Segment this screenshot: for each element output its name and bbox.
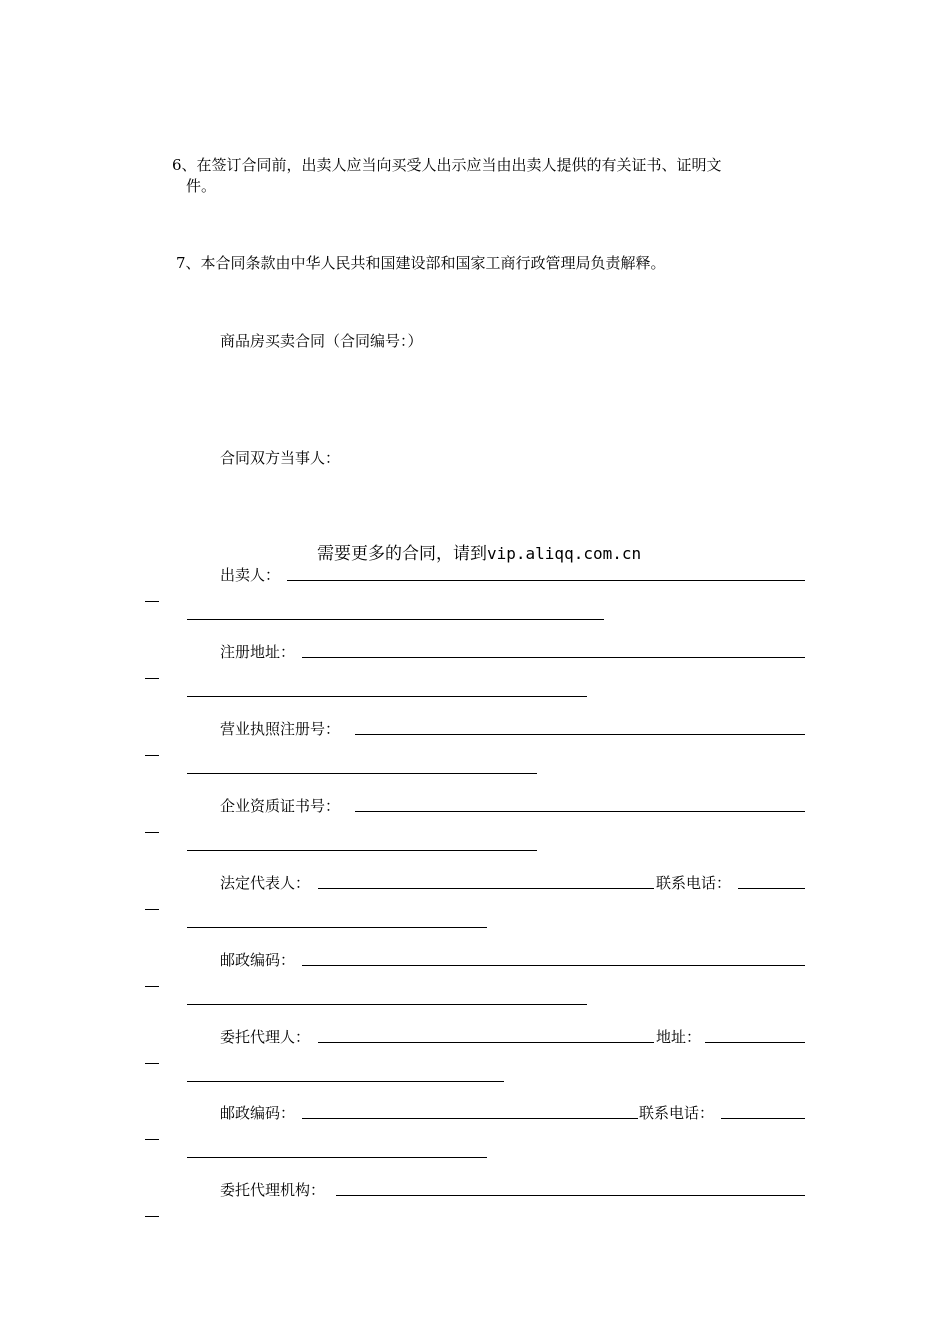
postcode2-blank[interactable] — [302, 1118, 638, 1119]
postcode1-blank[interactable] — [302, 965, 805, 966]
license-no-blank[interactable] — [355, 734, 805, 735]
legal-rep-phone-blank[interactable] — [738, 888, 805, 889]
license-no-label: 营业执照注册号： — [220, 720, 341, 738]
line-dash — [145, 909, 159, 910]
clause-6-line-1: 6、在签订合同前，出卖人应当向买受人出示应当由出卖人提供的有关证书、证明文 — [172, 156, 722, 174]
agent-address-blank[interactable] — [705, 1042, 805, 1043]
seller-blank-cont[interactable] — [187, 619, 604, 620]
agent-phone-blank[interactable] — [721, 1118, 805, 1119]
line-dash — [145, 601, 159, 602]
legal-rep-blank-cont[interactable] — [187, 927, 487, 928]
qualification-no-label: 企业资质证书号： — [220, 797, 341, 815]
postcode2-blank-cont[interactable] — [187, 1157, 487, 1158]
postcode2-label: 邮政编码： — [220, 1104, 296, 1122]
agency-blank[interactable] — [336, 1195, 805, 1196]
postcode1-blank-cont[interactable] — [187, 1004, 587, 1005]
reg-address-label: 注册地址： — [220, 643, 296, 661]
watermark-text: 需要更多的合同，请到 — [317, 544, 487, 564]
line-dash — [145, 986, 159, 987]
clause-7: 7、本合同条款由中华人民共和国建设部和国家工商行政管理局负责解释。 — [176, 254, 666, 272]
agency-label: 委托代理机构： — [220, 1181, 326, 1199]
seller-label: 出卖人： — [220, 566, 281, 584]
agent-blank-cont[interactable] — [187, 1081, 504, 1082]
license-no-blank-cont[interactable] — [187, 773, 537, 774]
qualification-no-blank[interactable] — [355, 811, 805, 812]
contract-title: 商品房买卖合同（合同编号：） — [220, 332, 423, 350]
line-dash — [145, 832, 159, 833]
postcode1-label: 邮政编码： — [220, 951, 296, 969]
legal-rep-phone-label: 联系电话： — [656, 874, 732, 892]
line-dash — [145, 1063, 159, 1064]
clause-6-line-2: 件。 — [186, 177, 217, 195]
line-dash — [145, 1139, 159, 1140]
line-dash — [145, 678, 159, 679]
watermark-url[interactable]: vip.aliqq.com.cn — [487, 544, 642, 563]
legal-rep-blank[interactable] — [318, 888, 654, 889]
seller-blank[interactable] — [287, 580, 805, 581]
agent-phone-label: 联系电话： — [639, 1104, 715, 1122]
reg-address-blank[interactable] — [302, 657, 805, 658]
qualification-no-blank-cont[interactable] — [187, 850, 537, 851]
reg-address-blank-cont[interactable] — [187, 696, 587, 697]
watermark — [317, 544, 641, 564]
agent-blank[interactable] — [318, 1042, 654, 1043]
line-dash — [145, 755, 159, 756]
agent-address-label: 地址： — [656, 1028, 702, 1046]
parties-heading: 合同双方当事人： — [220, 449, 341, 467]
agent-label: 委托代理人： — [220, 1028, 311, 1046]
legal-rep-label: 法定代表人： — [220, 874, 311, 892]
line-dash — [145, 1216, 159, 1217]
